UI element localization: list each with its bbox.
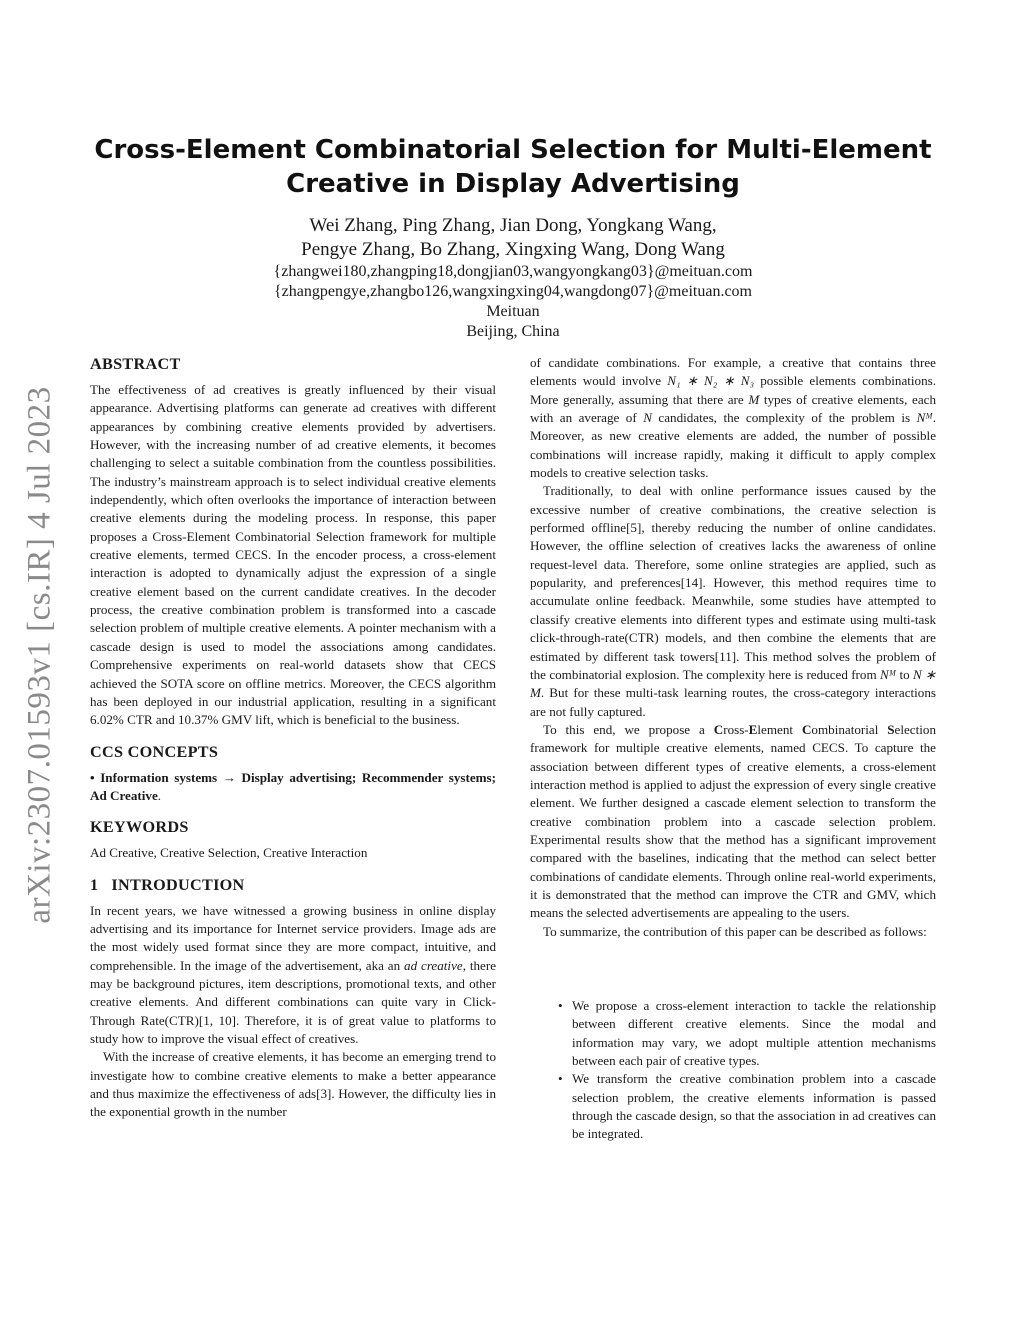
list-item: • We transform the creative combination problem into a cascade selection problem, the creative elements information is passed through the cascade design, so that the association in ad creatives can be integrated. [558, 1071, 936, 1142]
author-list [90, 214, 936, 262]
abstract-text: The effectiveness of ad creatives is greatly influenced by their visual appearance. Advertising platforms can generate ad creatives with different appearances by combining creative elements provided by advertisers. However, with the increasing number of ad creative elements, it becomes challenging to select a suitable combination from the countless possibilities. The industry’s mainstream approach is to select individual creative elements independently, which often overlooks the importance of interaction between creative elements during the modeling process. In response, this paper proposes a Cross-Element Combinatorial Selection framework for multiple creative elements, termed CECS. In the encoder process, a cross-element interaction is adopted to dynamically adjust the expression of a single creative element based on the current candidate creatives. In the decoder process, the creative combination problem is transformed into a cascade selection problem of multiple creative elements. A pointer mechanism with a cascade design is used to model the associations among candidates. Comprehensive experiments on real-world datasets show that CECS achieved the SOTA score on offline metrics. Moreover, the CECS algorithm has been deployed in our industrial application, resulting in a significant 6.02% CTR and 10.37% GMV lift, which is beneficial to the business. [90, 382, 496, 728]
paper-title [90, 133, 936, 201]
ccs-concepts-terms: • Information systems → Display advertising; Recommender systems; Ad Creative [90, 769, 496, 803]
bullet-icon: • [558, 1071, 563, 1087]
affiliation [90, 302, 936, 342]
list-item: • We propose a cross-element interaction to tackle the relationship between different creative elements. Since the modal and information may vary, we adopt multiple attention mechanisms between each pair of creative types. [558, 998, 936, 1069]
ccs-concepts: • Information systems → Display advertising; Recommender systems; Ad Creative. [90, 769, 496, 803]
intro-paragraph-3: of candidate combinations. For example, a creative that contains three elements would involve N₁ ∗ N₂ ∗ N₃ possible elements combinations. More generally, assuming that there are M types of creative elements, each with an average of N candidates, the complexity of the problem is Nᴹ. Moreover, as new creative elements are added, the number of possible combinations will increase rapidly, making it difficult to apply complex models to creative selection tasks. [530, 355, 937, 481]
keywords-text: Ad Creative, Creative Selection, Creative Interaction [90, 845, 368, 861]
left-column [90, 354, 496, 1122]
institution: Meituan [486, 303, 540, 320]
title-line-1: Cross-Element Combinatorial Selection for Multi-Element [94, 135, 932, 165]
arxiv-identifier-sidebar [0, 0, 80, 1325]
authors-line-2: Pengye Zhang, Bo Zhang, Xingxing Wang, Dong Wang [301, 239, 725, 260]
abstract-heading: ABSTRACT [90, 355, 181, 373]
title-line-2: Creative in Display Advertising [286, 169, 740, 199]
intro-paragraph-5: To this end, we propose a Cross-Element Combinatorial Selection framework for multiple creative elements, named CECS. To capture the association between different types of creative elements, a cross-element interaction method is applied to adjust the expression of every single creative element. We further designed a cascade element selection to transform the creative combination problem into a cascade selection problem. Experimental results show that the method has a significant improvement compared with the baselines, indicating that the method can select better combinations of candidate elements. Through online real-world experiments, it is demonstrated that the method can improve the CTR and GMV, which means the selected advertisements are appealing to the users. [530, 721, 936, 921]
right-column [530, 354, 936, 1144]
introduction-heading: 1 INTRODUCTION [90, 875, 245, 894]
keywords-heading: KEYWORDS [90, 818, 189, 837]
ccs-heading: CCS CONCEPTS [90, 742, 219, 761]
contribution-list [530, 997, 936, 1144]
arxiv-identifier: arXiv:2307.01593v1 [cs.IR] 4 Jul 2023 [21, 386, 58, 924]
introduction-paragraph-2: With the increase of creative elements, it has become an emerging trend to investigate how to combine creative elements to make a better appearance and thus maximize the effectiveness of ads[3]. However, the difficulty lies in the exponential growth in the number [90, 1049, 496, 1120]
introduction-paragraph-1: In recent years, we have witnessed a growing business in online display advertising and its importance for Internet service providers. Image ads are the most widely used format since they are more compact, intuitive, and comprehensible. In the image of the advertisement, aka an ad creative, there may be background pictures, item descriptions, promotional texts, and other creative elements. And different combinations can quite vary in Click-Through Rate(CTR)[1, 10]. Therefore, it is of great value to platforms to study how to improve the visual effect of creatives. [90, 902, 497, 1046]
email-line-2: {zhangpengye,zhangbo126,wangxingxing04,wangdong07}@meituan.com [274, 283, 752, 300]
intro-paragraph-4: Traditionally, to deal with online performance issues caused by the excessive number of creative combinations, the creative selection is performed offline[5], thereby reducing the number of online candidates. However, the offline selection of creatives lacks the awareness of online request-level data. Therefore, some online strategies are applied, such as popularity, and preferences[14]. However, this method requires time to accumulate online feedback. Meanwhile, some studies have attempted to classify creative elements into different types and estimate using multi-task click-through-rate(CTR) models, and then combine the elements that are estimated by different task towers[11]. This method solves the problem of the combinatorial explosion. The complexity here is reduced from Nᴹ to N ∗ M. But for these multi-task learning routes, the cross-category interactions are not fully captured. [530, 483, 936, 719]
authors-line-1: Wei Zhang, Ping Zhang, Jian Dong, Yongkang Wang, [309, 215, 717, 236]
location: Beijing, China [466, 323, 560, 340]
intro-paragraph-6: To summarize, the contribution of this paper can be described as follows: [543, 923, 927, 939]
bullet-icon: • [558, 998, 563, 1013]
author-emails [90, 262, 936, 302]
email-line-1: {zhangwei180,zhangping18,dongjian03,wangyongkang03}@meituan.com [273, 263, 753, 280]
